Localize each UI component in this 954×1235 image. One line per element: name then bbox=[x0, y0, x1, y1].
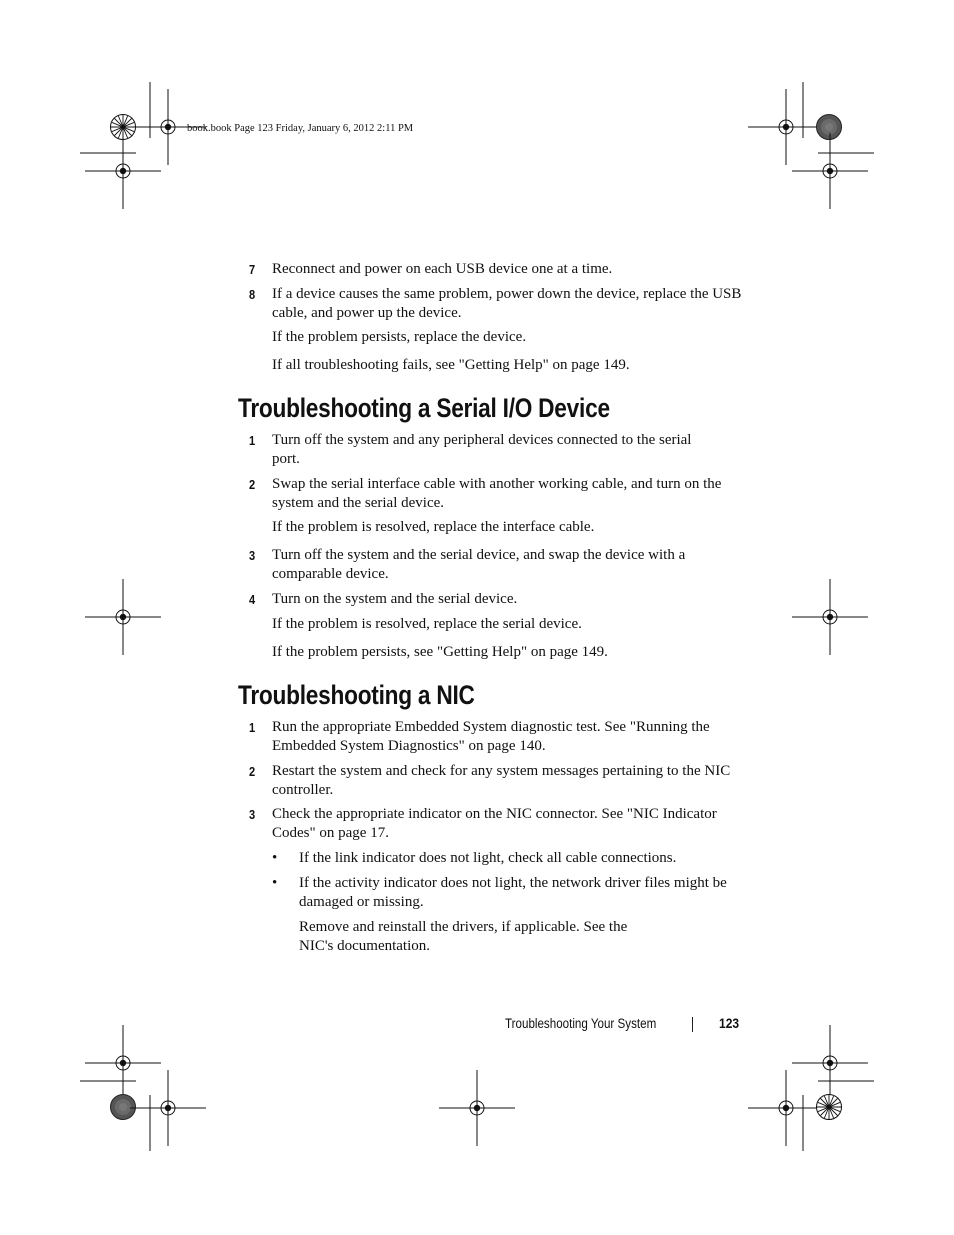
bullet-text: If the link indicator does not light, check all cable connections. bbox=[299, 850, 677, 866]
step-text: Swap the serial interface cable with another working cable, and turn on the system and the serial device. bbox=[272, 476, 722, 511]
step-number: 4 bbox=[249, 592, 256, 607]
bullet-note-paragraph: Remove and reinstall the drivers, if applicable. See the NIC's documentation. bbox=[299, 919, 628, 954]
note-paragraph: If the problem persists, replace the device. bbox=[272, 329, 527, 345]
dark-target-icon bbox=[817, 115, 842, 140]
note-paragraph: If the problem persists, see "Getting Help" on page 149. bbox=[272, 644, 608, 660]
step-number: 2 bbox=[249, 764, 256, 779]
bullet-icon: • bbox=[272, 875, 278, 891]
bullet-text: If the activity indicator does not light, the network driver files might be damaged or missing. bbox=[299, 875, 727, 910]
registration-mark-icon bbox=[85, 579, 161, 655]
step-number: 3 bbox=[249, 807, 256, 822]
step-number: 3 bbox=[249, 548, 256, 563]
step-text: Turn on the system and the serial device. bbox=[272, 591, 518, 607]
bullet-icon: • bbox=[272, 850, 278, 866]
note-paragraph: If all troubleshooting fails, see "Getting Help" on page 149. bbox=[272, 357, 630, 373]
registration-mark-icon bbox=[792, 133, 868, 209]
print-stamp: book.book Page 123 Friday, January 6, 2012 2:11 PM bbox=[187, 123, 414, 134]
section-heading-serial: Troubleshooting a Serial I/O Device bbox=[238, 393, 610, 423]
footer-divider bbox=[692, 1017, 693, 1032]
step-number: 1 bbox=[249, 433, 256, 448]
step-text: Restart the system and check for any system messages pertaining to the NIC controller. bbox=[272, 763, 731, 798]
note-paragraph: If the problem is resolved, replace the interface cable. bbox=[272, 519, 595, 535]
step-number: 2 bbox=[249, 477, 256, 492]
section-heading-nic: Troubleshooting a NIC bbox=[238, 680, 475, 710]
star-target-icon bbox=[817, 1095, 842, 1120]
step-text: Reconnect and power on each USB device one at a time. bbox=[272, 261, 613, 277]
registration-mark-icon bbox=[792, 1025, 868, 1101]
registration-mark-icon bbox=[85, 133, 161, 209]
registration-mark-icon bbox=[85, 1025, 161, 1101]
page-number: 123 bbox=[719, 1015, 740, 1031]
step-number: 1 bbox=[249, 720, 256, 735]
registration-mark-icon bbox=[748, 89, 824, 165]
step-number: 8 bbox=[249, 287, 256, 302]
registration-mark-icon bbox=[748, 1070, 824, 1146]
step-text: Turn off the system and any peripheral devices connected to the serial port. bbox=[272, 432, 692, 467]
registration-mark-icon bbox=[439, 1070, 515, 1146]
step-text: Check the appropriate indicator on the NIC connector. See "NIC Indicator Codes" on page 17. bbox=[272, 806, 717, 841]
registration-mark-icon bbox=[130, 1070, 206, 1146]
step-text: If a device causes the same problem, power down the device, replace the USB cable, and power up the device. bbox=[272, 286, 742, 321]
dark-target-icon bbox=[111, 1095, 136, 1120]
step-text: Run the appropriate Embedded System diagnostic test. See "Running the Embedded System Diagnostics" on page 140. bbox=[272, 719, 710, 754]
note-paragraph: If the problem is resolved, replace the serial device. bbox=[272, 616, 582, 632]
footer-chapter-title: Troubleshooting Your System bbox=[505, 1016, 657, 1031]
registration-mark-icon bbox=[792, 579, 868, 655]
step-text: Turn off the system and the serial device, and swap the device with a comparable device. bbox=[272, 547, 686, 582]
step-number: 7 bbox=[249, 262, 256, 277]
